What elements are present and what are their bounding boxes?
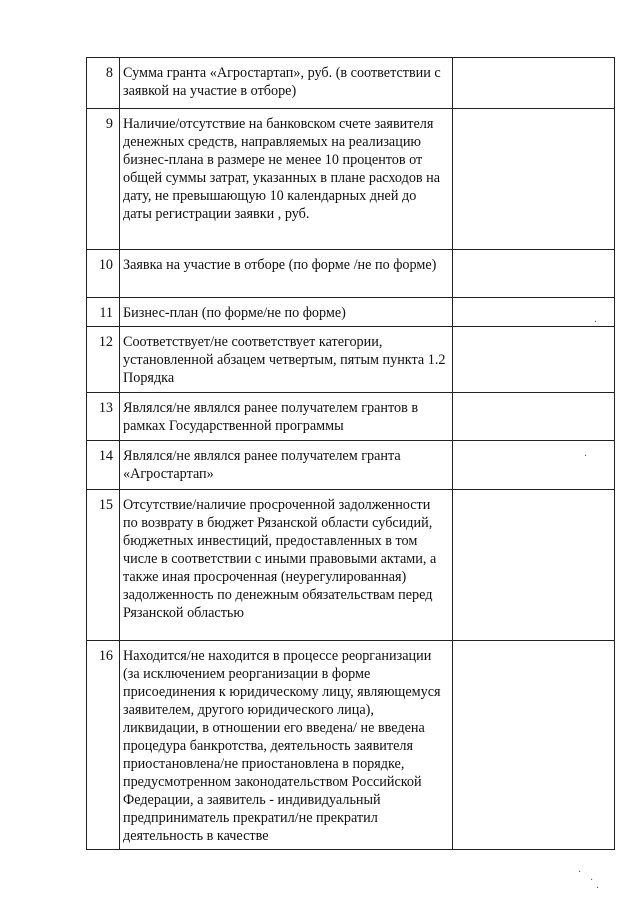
row-criterion: Отсутствие/наличие просроченной задолженности по возврату в бюджет Рязанской области субсидий, бюджетных инвестиций, предоставленных в том числе в соответствии с иными правовыми актами, а также иная просроченная (неурегулированная) задолженность по денежным обязательствам перед Рязанской областью bbox=[120, 490, 453, 641]
row-criterion: Являлся/не являлся ранее получателем грантов в рамках Государственной программы bbox=[120, 393, 453, 441]
row-value-cell bbox=[453, 298, 615, 327]
row-value-cell bbox=[453, 327, 615, 393]
row-number: 14 bbox=[87, 441, 120, 490]
scan-speck: · bbox=[594, 317, 598, 328]
scan-speck: · bbox=[590, 875, 594, 886]
row-number: 11 bbox=[87, 298, 120, 327]
row-criterion: Соответствует/не соответствует категории, установленной абзацем четвертым, пятым пункта 1.2 Порядка bbox=[120, 327, 453, 393]
row-number: 16 bbox=[87, 641, 120, 850]
row-value-cell bbox=[453, 250, 615, 298]
row-value-cell bbox=[453, 641, 615, 850]
table-row bbox=[87, 250, 615, 298]
table-row bbox=[87, 641, 615, 850]
row-criterion: Наличие/отсутствие на банковском счете заявителя денежных средств, направляемых на реализацию бизнес-плана в размере не менее 10 процентов от общей суммы затрат, указанных в плане расходов на дату, не превышающую 10 календарных дней до даты регистрации заявки , руб. bbox=[120, 109, 453, 250]
row-number: 13 bbox=[87, 393, 120, 441]
row-number: 9 bbox=[87, 109, 120, 250]
row-criterion: Заявка на участие в отборе (по форме /не по форме) bbox=[120, 250, 453, 298]
scan-speck: · bbox=[596, 883, 600, 894]
row-value-cell bbox=[453, 58, 615, 109]
row-value-cell bbox=[453, 109, 615, 250]
row-criterion: Являлся/не являлся ранее получателем гранта «Агростартап» bbox=[120, 441, 453, 490]
scan-speck: · bbox=[584, 451, 588, 462]
table-row bbox=[87, 393, 615, 441]
row-number: 10 bbox=[87, 250, 120, 298]
row-value-cell bbox=[453, 441, 615, 490]
table-row bbox=[87, 441, 615, 490]
row-number: 8 bbox=[87, 58, 120, 109]
row-criterion: Бизнес-план (по форме/не по форме) bbox=[120, 298, 453, 327]
table-row bbox=[87, 109, 615, 250]
table-row bbox=[87, 327, 615, 393]
row-value-cell bbox=[453, 393, 615, 441]
table-row bbox=[87, 298, 615, 327]
table-row bbox=[87, 490, 615, 641]
row-criterion: Сумма гранта «Агростартап», руб. (в соответствии с заявкой на участие в отборе) bbox=[120, 58, 453, 109]
table-row bbox=[87, 58, 615, 109]
scan-speck: · bbox=[578, 867, 582, 878]
row-number: 12 bbox=[87, 327, 120, 393]
row-value-cell bbox=[453, 490, 615, 641]
row-criterion: Находится/не находится в процессе реорганизации (за исключением реорганизации в форме присоединения к юридическому лицу, являющемуся заявителем, другого юридического лица), ликвидации, в отношении его введена/ не введена процедура банкротства, деятельность заявителя приостановлена/не приостановлена в порядке, предусмотренном законодательством Российской Федерации, а заявитель - индивидуальный предприниматель прекратил/не прекратил деятельность в качестве bbox=[120, 641, 453, 850]
criteria-table bbox=[86, 57, 615, 850]
row-number: 15 bbox=[87, 490, 120, 641]
